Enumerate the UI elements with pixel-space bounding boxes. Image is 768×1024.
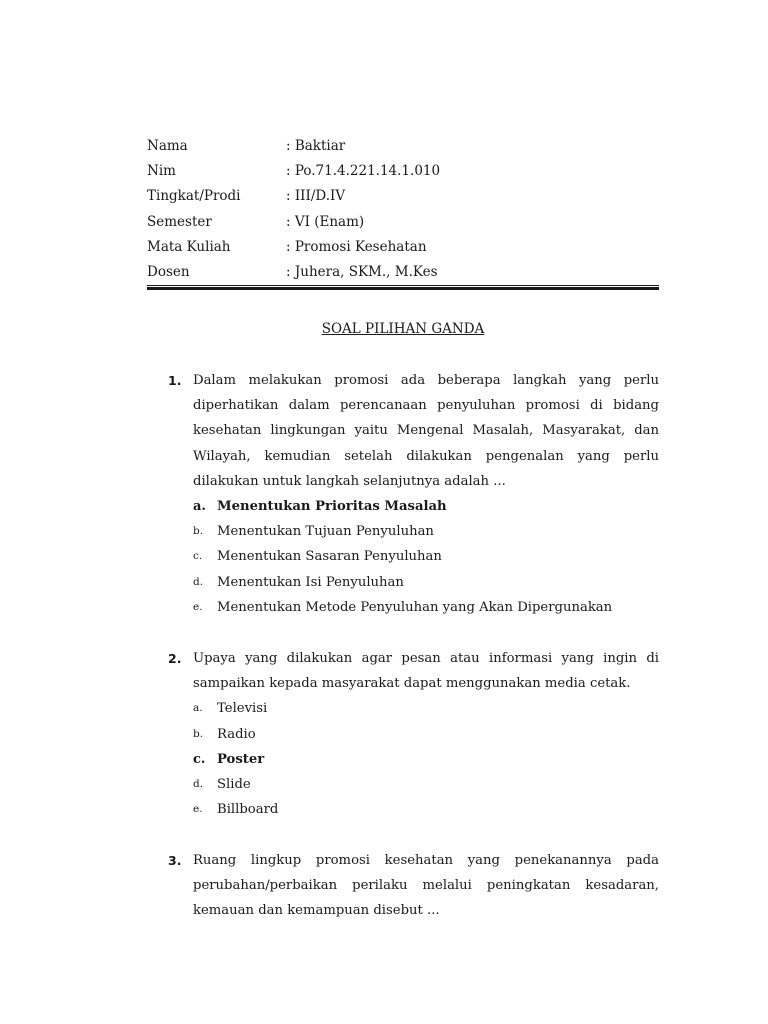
info-label: Tingkat/Prodi <box>147 188 241 205</box>
option-text: Menentukan Metode Penyuluhan yang Akan Dipergunakan <box>217 599 613 615</box>
info-value: : Juhera, SKM., M.Kes <box>286 263 438 280</box>
question-number: 2. <box>168 651 182 666</box>
option-c-correct <box>193 747 659 772</box>
question-text: Ruang lingkup promosi kesehatan yang penekanannya pada perubahan/perbaikan perilaku melalui peningkatan kesadaran, kemauan dan kemampuan disebut ... <box>193 853 659 919</box>
student-info <box>147 137 659 288</box>
option-text: Menentukan Tujuan Penyuluhan <box>217 524 434 540</box>
info-row-tingkat-prodi <box>147 187 659 212</box>
info-value: : Baktiar <box>286 138 346 154</box>
info-label: Dosen <box>147 263 190 280</box>
option-text: Televisi <box>217 701 268 717</box>
option-a <box>193 696 659 721</box>
option-e <box>193 797 659 822</box>
option-text: Menentukan Sasaran Penyuluhan <box>217 549 442 565</box>
question-number: 1. <box>168 373 182 388</box>
info-label: Nama <box>147 138 188 154</box>
option-list <box>193 696 659 822</box>
option-b <box>193 722 659 747</box>
option-d <box>193 570 659 595</box>
info-value: : Promosi Kesehatan <box>286 238 427 255</box>
info-value: : VI (Enam) <box>286 213 365 230</box>
option-text: Menentukan Prioritas Masalah <box>217 499 447 515</box>
option-text: Radio <box>217 726 256 742</box>
option-list <box>193 494 659 620</box>
info-value: : III/D.IV <box>286 188 346 205</box>
info-row-nama <box>147 137 659 162</box>
option-d <box>193 772 659 797</box>
option-letter: c. <box>193 751 206 767</box>
question-text: Dalam melakukan promosi ada beberapa langkah yang perlu diperhatikan dalam perencanaan penyuluhan promosi di bidang kesehatan lingkungan yaitu Mengenal Masalah, Masyarakat, dan Wilayah, kemudian setelah dilakukan pengenalan yang perlu dilakukan untuk langkah selanjutnya adalah ... <box>193 373 659 489</box>
question-number: 3. <box>168 853 182 868</box>
option-letter: d. <box>193 777 204 790</box>
option-text: Poster <box>217 751 265 767</box>
info-label: Nim <box>147 163 176 180</box>
option-e <box>193 595 659 620</box>
page-title: SOAL PILIHAN GANDA <box>321 321 485 337</box>
info-row-nim <box>147 162 659 187</box>
option-letter: e. <box>193 803 203 816</box>
divider-thick-line <box>147 287 659 290</box>
question-3 <box>147 848 659 924</box>
question-1 <box>147 368 659 620</box>
info-label: Mata Kuliah <box>147 238 231 255</box>
option-letter: c. <box>193 550 203 563</box>
info-value: : Po.71.4.221.14.1.010 <box>286 163 441 180</box>
option-a-correct <box>193 494 659 519</box>
option-text: Slide <box>217 776 251 792</box>
option-b <box>193 519 659 544</box>
option-letter: a. <box>193 702 203 715</box>
option-letter: e. <box>193 600 203 613</box>
option-c <box>193 544 659 569</box>
info-label: Semester <box>147 213 212 230</box>
divider-thin-line <box>147 285 659 286</box>
info-row-mata-kuliah <box>147 238 659 263</box>
question-2 <box>147 646 659 822</box>
option-text: Billboard <box>217 802 279 818</box>
option-letter: b. <box>193 525 204 538</box>
option-text: Menentukan Isi Penyuluhan <box>217 574 404 590</box>
header-divider <box>147 285 659 291</box>
info-row-semester <box>147 213 659 238</box>
option-letter: d. <box>193 575 204 588</box>
question-text: Upaya yang dilakukan agar pesan atau informasi yang ingin di sampaikan kepada masyarakat dapat menggunakan media cetak. <box>193 651 659 692</box>
option-letter: b. <box>193 727 204 740</box>
option-letter: a. <box>193 499 206 515</box>
